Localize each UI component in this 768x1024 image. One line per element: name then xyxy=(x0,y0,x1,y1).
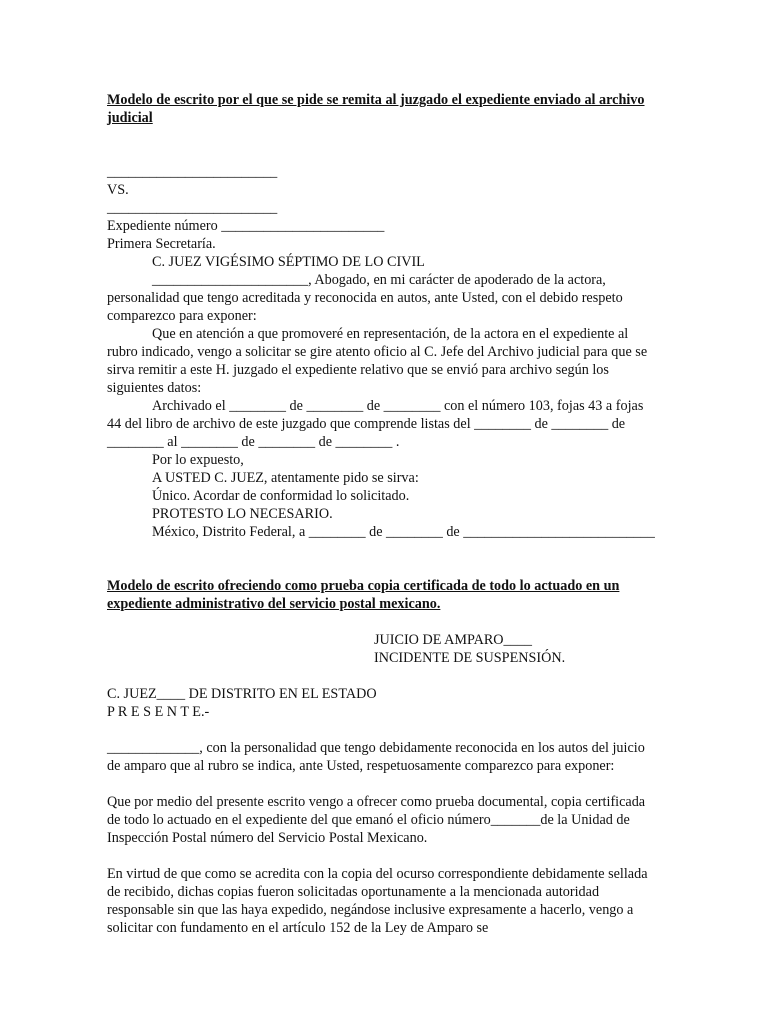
document-body xyxy=(107,91,657,937)
doc1-paragraph-1: ______________________, Abogado, en mi carácter de apoderado de la actora, personalidad que tengo acreditada y reconocida en autos, ante Usted, con el debido respeto comparezco para exponer: xyxy=(107,272,623,324)
doc1-paragraph-3: Archivado el ________ de ________ de ________ con el número 103, fojas 43 a fojas 44 del libro de archivo de este juzgado que comprende listas del ________ de ________ de ________ al ________ de ________ de ________ . xyxy=(107,398,644,450)
doc1-fecha: México, Distrito Federal, a ________ de ________ de ___________________________ xyxy=(152,524,655,540)
doc1-por-lo-expuesto: Por lo expuesto, xyxy=(152,452,244,468)
doc2-juicio-de-amparo: JUICIO DE AMPARO____ xyxy=(374,632,532,648)
doc2-incidente: INCIDENTE DE SUSPENSIÓN. xyxy=(374,650,566,666)
doc2-paragraph-3: En virtud de que como se acredita con la copia del ocurso correspondiente debidamente sellada de recibido, dichas copias fueron solicitadas oportunamente a la mencionada autoridad responsable sin que las haya expedido, negándose inclusive expresamente a hacerlo, vengo a solicitar con fundamento en el artículo 152 de la Ley de Amparo se xyxy=(107,866,648,936)
document-2 xyxy=(107,577,657,937)
doc2-paragraph-1: _____________, con la personalidad que tengo debidamente reconocida en los autos del juicio de amparo que al rubro se indica, ante Usted, respetuosamente comparezco para exponer: xyxy=(107,740,645,774)
doc2-juez: C. JUEZ____ DE DISTRITO EN EL ESTADO xyxy=(107,686,377,702)
document-1 xyxy=(107,91,657,541)
doc2-presente: P R E S E N T E.- xyxy=(107,704,210,720)
doc1-protesto: PROTESTO LO NECESARIO. xyxy=(152,506,333,522)
doc1-party-line-2: ________________________ xyxy=(107,200,278,216)
doc1-juez: C. JUEZ VIGÉSIMO SÉPTIMO DE LO CIVIL xyxy=(152,254,425,270)
doc1-secretaria: Primera Secretaría. xyxy=(107,236,216,252)
doc1-unico: Único. Acordar de conformidad lo solicitado. xyxy=(152,488,410,504)
doc1-expediente: Expediente número _______________________ xyxy=(107,218,385,234)
doc1-paragraph-2: Que en atención a que promoveré en representación, de la actora en el expediente al rubro indicado, vengo a solicitar se gire atento oficio al C. Jefe del Archivo judicial para que se sirva remitir a este H. juzgado el expediente relativo que se envió para archivo según los siguientes datos: xyxy=(107,326,648,396)
doc2-title: Modelo de escrito ofreciendo como prueba copia certificada de todo lo actuado en un expediente administrativo del servicio postal mexicano. xyxy=(107,578,620,612)
doc1-a-usted: A USTED C. JUEZ, atentamente pido se sirva: xyxy=(152,470,419,486)
doc1-vs: VS. xyxy=(107,182,129,198)
doc1-title: Modelo de escrito por el que se pide se remita al juzgado el expediente enviado al archivo judicial xyxy=(107,92,645,126)
doc1-party-line-1: ________________________ xyxy=(107,164,278,180)
doc2-paragraph-2: Que por medio del presente escrito vengo a ofrecer como prueba documental, copia certificada de todo lo actuado en el expediente del que emanó el oficio número_______de la Unidad de Inspección Postal número del Servicio Postal Mexicano. xyxy=(107,794,646,846)
